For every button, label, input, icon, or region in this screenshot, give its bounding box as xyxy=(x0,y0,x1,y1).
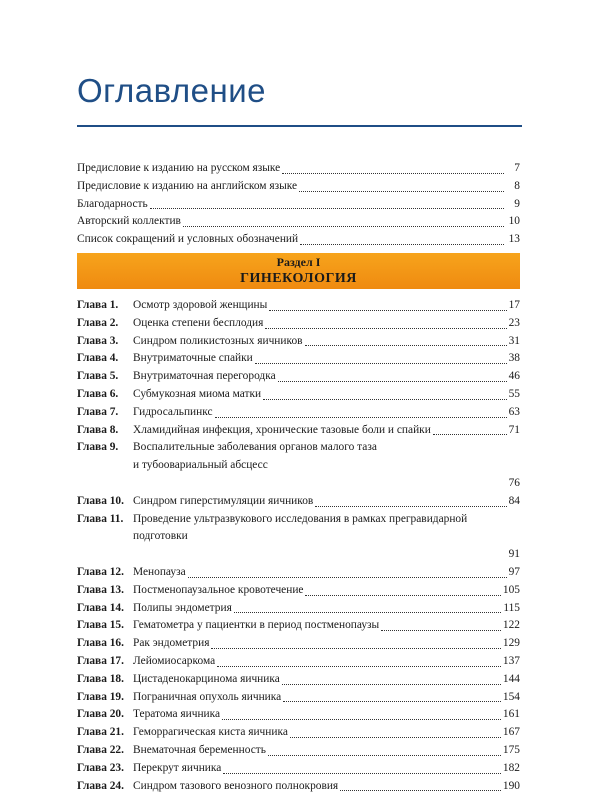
dot-leader xyxy=(282,683,501,685)
toc-entry-label: Благодарность xyxy=(77,197,148,210)
chapter-page: 129 xyxy=(502,637,520,650)
chapter-entry[interactable] xyxy=(77,493,520,511)
dot-leader xyxy=(150,207,504,209)
chapter-number: Глава 8. xyxy=(77,423,119,436)
chapter-page: 71 xyxy=(508,423,520,436)
chapter-number: Глава 21. xyxy=(77,726,124,739)
chapter-entry[interactable] xyxy=(77,671,520,689)
chapter-page: 190 xyxy=(502,779,520,792)
chapter-number: Глава 18. xyxy=(77,672,124,685)
dot-leader xyxy=(315,505,506,507)
chapter-list xyxy=(77,297,520,795)
chapter-number: Глава 10. xyxy=(77,494,124,507)
chapter-number: Глава 2. xyxy=(77,316,119,329)
chapter-entry[interactable] xyxy=(77,706,520,724)
dot-leader xyxy=(290,736,501,738)
dot-leader xyxy=(268,754,501,756)
title-rule xyxy=(77,125,522,127)
toc-entry-page: 8 xyxy=(514,179,520,192)
chapter-number: Глава 4. xyxy=(77,352,119,365)
page-title: Оглавление xyxy=(77,72,266,109)
chapter-page: 91 xyxy=(508,548,520,561)
section-title: ГИНЕКОЛОГИЯ xyxy=(240,271,357,286)
chapter-title: Субмукозная миома матки xyxy=(133,387,262,400)
toc-entry-page: 10 xyxy=(508,215,520,228)
chapter-number: Глава 14. xyxy=(77,601,124,614)
dot-leader xyxy=(283,700,501,702)
chapter-number: Глава 5. xyxy=(77,370,119,383)
dot-leader xyxy=(188,576,507,578)
chapter-entry[interactable] xyxy=(77,617,520,635)
chapter-page: 31 xyxy=(508,334,520,347)
chapter-title: Внутриматочная перегородка xyxy=(133,370,276,383)
chapter-title: Гидросальпинкс xyxy=(133,405,213,418)
dot-leader xyxy=(211,647,500,649)
dot-leader xyxy=(282,172,504,174)
chapter-page: 105 xyxy=(502,583,520,596)
chapter-entry[interactable] xyxy=(77,333,520,351)
toc-entry[interactable] xyxy=(77,196,520,214)
chapter-title: Хламидийная инфекция, хронические тазовые боли и спайки xyxy=(133,423,431,436)
chapter-page: 84 xyxy=(508,494,520,507)
toc-entry[interactable] xyxy=(77,178,520,196)
section-header xyxy=(77,253,520,289)
chapter-page: 161 xyxy=(502,708,520,721)
chapter-number: Глава 11. xyxy=(77,512,124,525)
chapter-title: Геморрагическая киста яичника xyxy=(133,726,288,739)
chapter-title: Внутриматочные спайки xyxy=(133,352,253,365)
chapter-entry[interactable] xyxy=(77,439,520,492)
chapter-entry[interactable] xyxy=(77,315,520,333)
section-label: Раздел I xyxy=(276,255,321,269)
chapter-title: Проведение ультразвукового исследования в рамках прегравидарной xyxy=(133,512,468,525)
chapter-number: Глава 24. xyxy=(77,779,124,792)
chapter-title: Пограничная опухоль яичника xyxy=(133,690,282,703)
chapter-entry[interactable] xyxy=(77,724,520,742)
toc-entry-label: Предисловие к изданию на английском языке xyxy=(77,179,298,192)
chapter-number: Глава 7. xyxy=(77,405,119,418)
chapter-entry[interactable] xyxy=(77,368,520,386)
toc-entry-label: Авторский коллектив xyxy=(77,215,181,228)
chapter-entry[interactable] xyxy=(77,404,520,422)
chapter-page: 144 xyxy=(502,672,520,685)
chapter-page: 154 xyxy=(502,690,520,703)
toc-entry-page: 13 xyxy=(508,233,520,246)
chapter-entry[interactable] xyxy=(77,422,520,440)
chapter-title: Менопауза xyxy=(133,565,186,578)
toc-entry-label: Предисловие к изданию на русском языке xyxy=(77,162,281,174)
chapter-title: Лейомиосаркома xyxy=(133,654,216,667)
chapter-title: и тубоовариальный абсцесс xyxy=(133,459,268,472)
dot-leader xyxy=(340,789,501,791)
chapter-number: Глава 13. xyxy=(77,583,124,596)
chapter-number: Глава 12. xyxy=(77,565,124,578)
chapter-page: 63 xyxy=(508,405,520,418)
chapter-page: 167 xyxy=(502,726,520,739)
chapter-page: 182 xyxy=(502,761,520,774)
chapter-title: Внематочная беременность xyxy=(133,743,266,756)
dot-leader xyxy=(299,190,504,192)
chapter-page: 115 xyxy=(503,601,520,614)
dot-leader xyxy=(433,433,507,435)
toc-entry[interactable] xyxy=(77,160,520,178)
chapter-number: Глава 22. xyxy=(77,743,124,756)
chapter-title: Цистаденокарцинома яичника xyxy=(133,672,280,685)
dot-leader xyxy=(223,772,501,774)
chapter-number: Глава 3. xyxy=(77,334,119,347)
dot-leader xyxy=(300,243,504,245)
chapter-number: Глава 17. xyxy=(77,654,124,667)
chapter-number: Глава 15. xyxy=(77,619,124,632)
chapter-title: Осмотр здоровой женщины xyxy=(133,299,268,311)
chapter-number: Глава 20. xyxy=(77,708,124,721)
chapter-title: подготовки xyxy=(133,530,188,543)
chapter-entry[interactable] xyxy=(77,350,520,368)
chapter-title: Оценка степени бесплодия xyxy=(133,316,264,329)
chapter-number: Глава 19. xyxy=(77,690,124,703)
chapter-entry[interactable] xyxy=(77,582,520,600)
chapter-title: Синдром поликистозных яичников xyxy=(133,334,303,347)
chapter-entry[interactable] xyxy=(77,760,520,778)
dot-leader xyxy=(305,344,507,346)
dot-leader xyxy=(234,611,502,613)
chapter-page: 17 xyxy=(508,299,520,311)
dot-leader xyxy=(183,225,504,227)
toc-entry[interactable] xyxy=(77,213,520,231)
chapter-entry[interactable] xyxy=(77,386,520,404)
chapter-title: Синдром тазового венозного полнокровия xyxy=(133,779,339,792)
chapter-entry[interactable] xyxy=(77,742,520,760)
toc-entry-label: Список сокращений и условных обозначений xyxy=(77,233,299,246)
chapter-title: Рак эндометрия xyxy=(133,637,210,650)
chapter-entry[interactable] xyxy=(77,653,520,671)
chapter-page: 175 xyxy=(502,743,520,756)
chapter-title: Воспалительные заболевания органов малого таза xyxy=(133,441,377,454)
chapter-entry[interactable] xyxy=(77,635,520,653)
dot-leader xyxy=(215,416,507,418)
chapter-entry[interactable] xyxy=(77,297,520,315)
chapter-title: Постменопаузальное кровотечение xyxy=(133,583,304,596)
chapter-page: 122 xyxy=(502,619,520,632)
dot-leader xyxy=(255,362,507,364)
chapter-entry[interactable] xyxy=(77,564,520,582)
chapter-number: Глава 1. xyxy=(77,299,119,311)
chapter-number: Глава 16. xyxy=(77,637,124,650)
chapter-entry[interactable] xyxy=(77,778,520,795)
chapter-page: 137 xyxy=(502,654,520,667)
chapter-title: Перекрут яичника xyxy=(133,761,222,774)
front-matter-list xyxy=(77,160,520,249)
chapter-page: 38 xyxy=(508,352,520,365)
dot-leader xyxy=(263,398,506,400)
chapter-page: 46 xyxy=(508,370,520,383)
chapter-page: 76 xyxy=(508,476,520,489)
dot-leader xyxy=(265,327,506,329)
chapter-entry[interactable] xyxy=(77,689,520,707)
chapter-number: Глава 6. xyxy=(77,387,119,400)
dot-leader xyxy=(305,594,500,596)
toc-entry[interactable] xyxy=(77,231,520,249)
chapter-title: Полипы эндометрия xyxy=(133,601,232,614)
chapter-entry[interactable] xyxy=(77,511,520,564)
chapter-title: Гематометра у пациентки в период постменопаузы xyxy=(133,619,380,632)
toc-entry-page: 7 xyxy=(514,162,520,174)
dot-leader xyxy=(217,665,501,667)
dot-leader xyxy=(269,309,506,311)
chapter-page: 55 xyxy=(508,387,520,400)
toc-entry-page: 9 xyxy=(514,197,520,210)
dot-leader xyxy=(278,380,507,382)
chapter-number: Глава 23. xyxy=(77,761,124,774)
dot-leader xyxy=(381,629,501,631)
chapter-number: Глава 9. xyxy=(77,441,119,454)
chapter-entry[interactable] xyxy=(77,600,520,618)
dot-leader xyxy=(135,488,507,489)
chapter-title: Тератома яичника xyxy=(133,708,221,721)
chapter-page: 97 xyxy=(508,565,520,578)
chapter-page: 23 xyxy=(508,316,520,329)
dot-leader xyxy=(135,559,507,560)
chapter-title: Синдром гиперстимуляции яичников xyxy=(133,494,314,507)
dot-leader xyxy=(222,718,501,720)
